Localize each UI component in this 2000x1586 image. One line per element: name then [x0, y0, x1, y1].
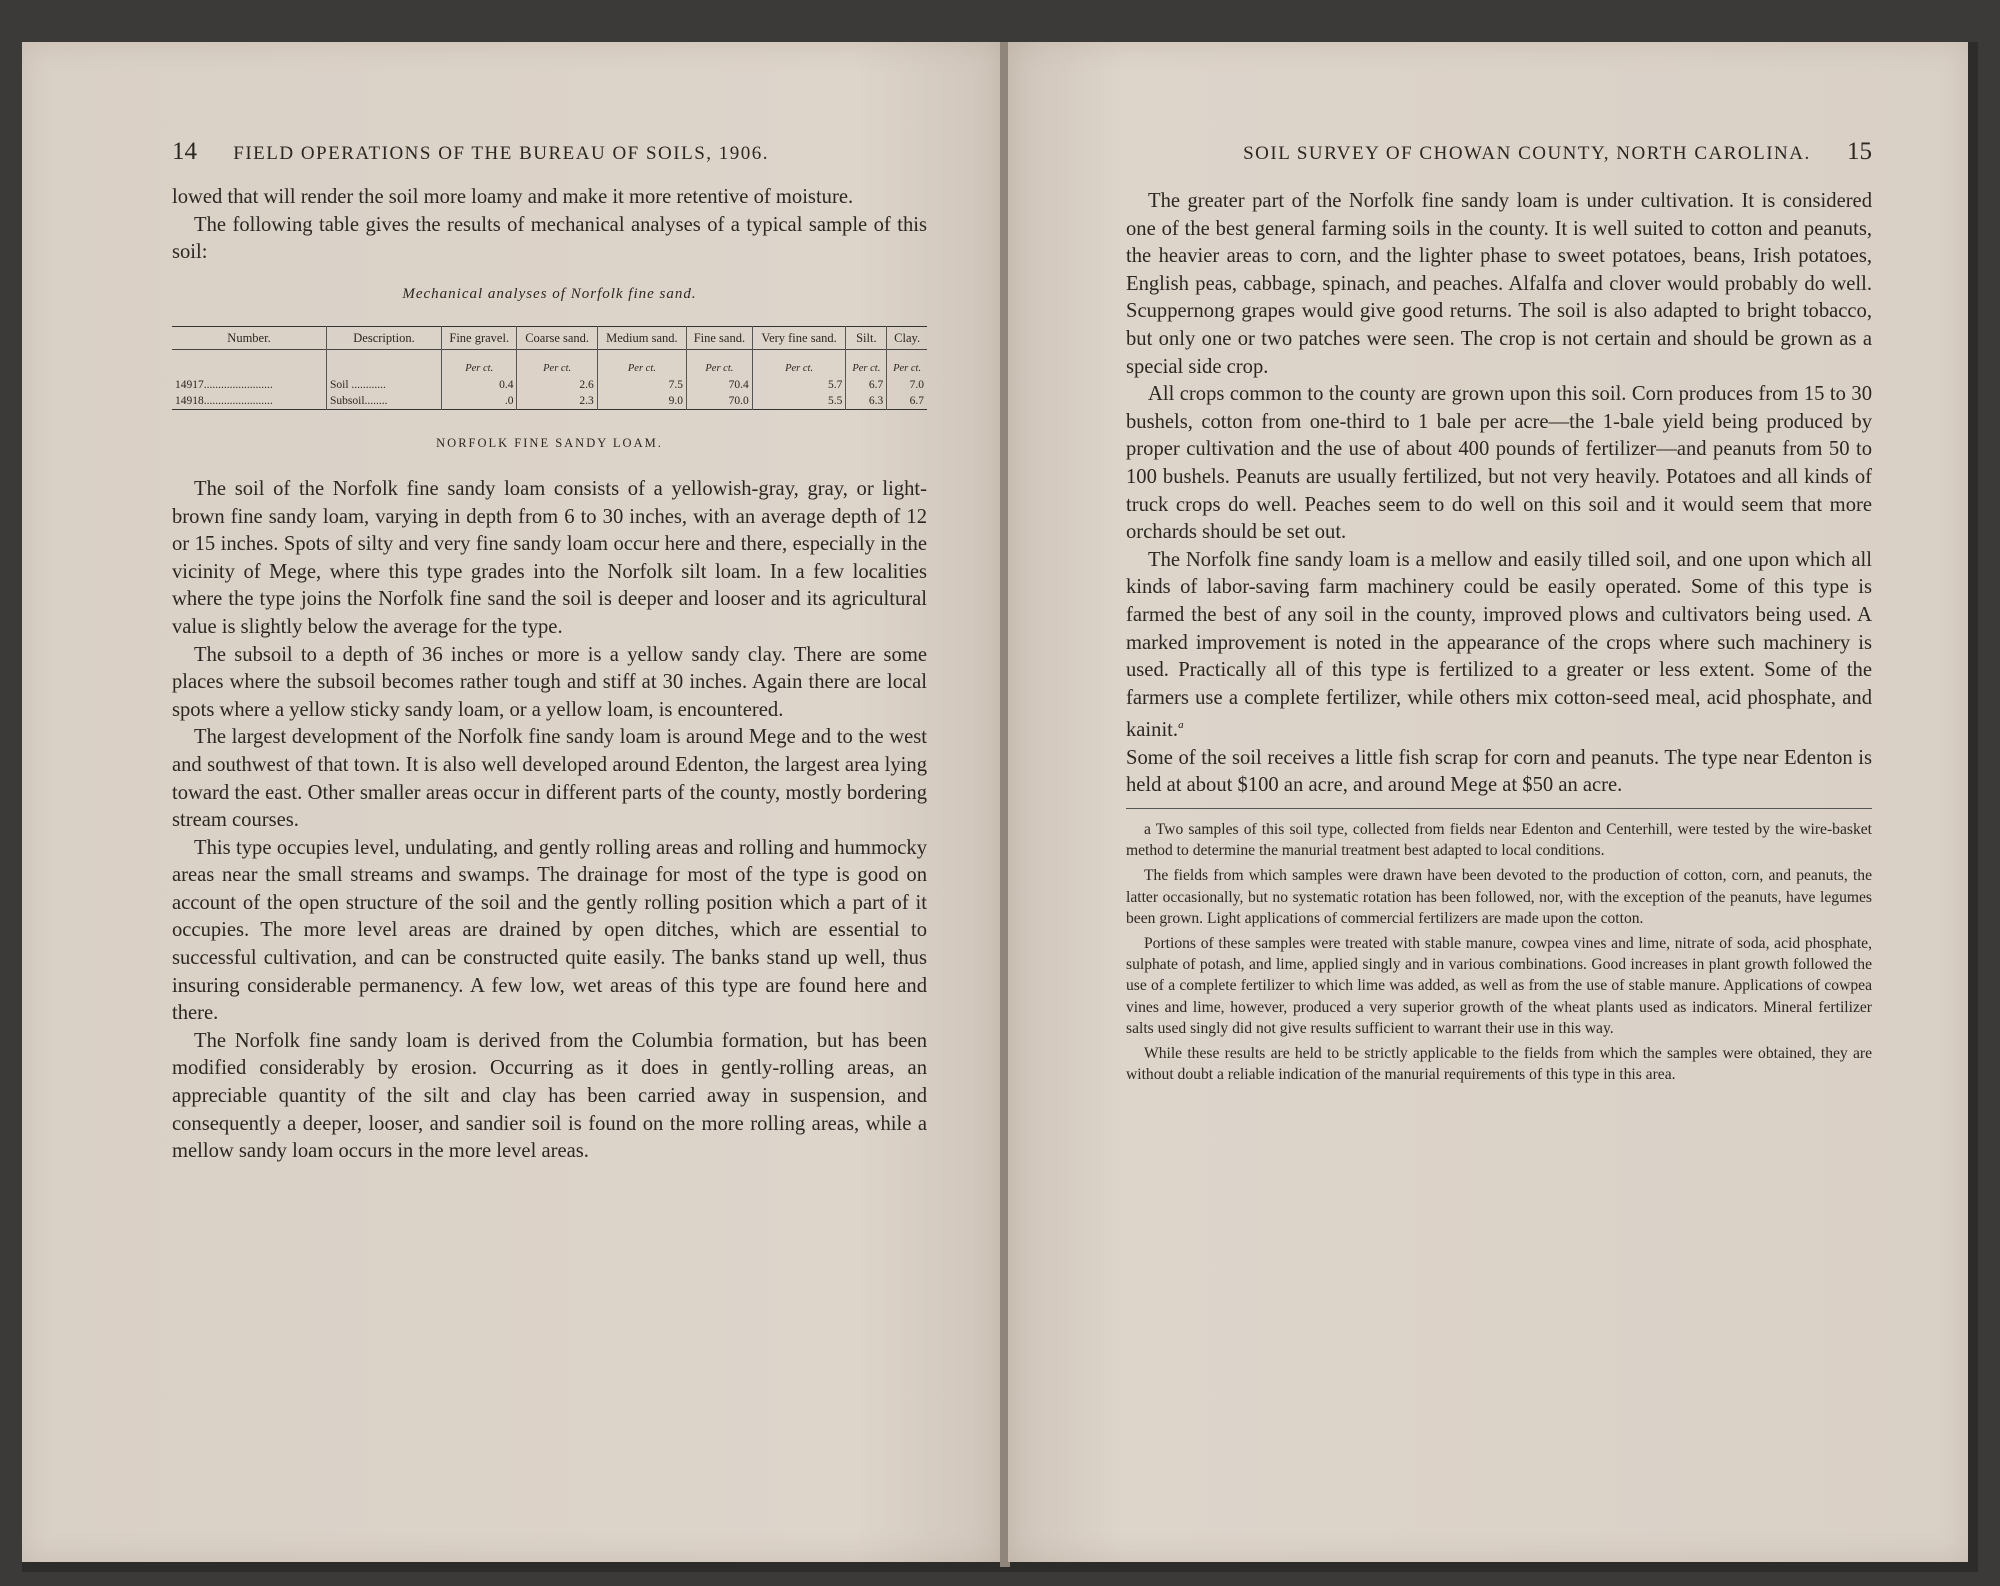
right-running-head: [1192, 138, 1872, 166]
body-paragraph: All crops common to the county are grown upon this soil. Corn produces from 15 to 30 bushels, cotton from one-third to 1 bale per acre—the 1-bale yield being produced by proper cultivation and the use of about 400 pounds of fertilizer—and peanuts from 50 to 100 bushels. Peanuts are usually fertilized, but not very heavily. Potatoes and all kinds of truck crops do well. Peaches seem to do well on this soil and it would seem that more orchards should be set out.: [1126, 383, 1872, 544]
footnote-divider: [1126, 808, 1872, 809]
table-row: [172, 393, 927, 410]
left-header-title: FIELD OPERATIONS OF THE BUREAU OF SOILS, 1906.: [233, 143, 770, 164]
body-paragraph: The Norfolk fine sandy loam is derived from the Columbia formation, but has been modified considerably by erosion. Occurring as it does in gently-rolling areas, an appreciable quantity of the silt and clay has been carried away in suspension, and consequently a deeper, looser, and sandier soil is found on the more rolling areas, while a mellow sandy loam occurs in the more level areas.: [172, 1029, 927, 1163]
table-cell: 14917........................: [175, 379, 273, 392]
body-paragraph: The soil of the Norfolk fine sandy loam consists of a yellowish-gray, gray, or light-brown fine sandy loam, varying in depth from 6 to 30 inches, with an average depth of 12 or 15 inches. Spots of silty and very fine sandy loam occur here and there, especially in the vicinity of Mege, where this type grades into the Norfolk silt loam. In a few localities where the type joins the Norfolk fine sand the soil is deeper and looser and its agricultural value is slightly below the average for the type.: [172, 477, 927, 638]
table-cell: 6.3: [846, 393, 887, 410]
page-number-right: 15: [1847, 138, 1872, 165]
page-number-left: 14: [172, 138, 197, 165]
left-running-head: [172, 138, 862, 166]
right-page: [1008, 42, 1968, 1562]
unit-cell: [327, 350, 442, 378]
table-cell: 7.5: [597, 377, 686, 393]
table-cell: 2.6: [517, 377, 597, 393]
right-header-title: SOIL SURVEY OF CHOWAN COUNTY, NORTH CAROLINA.: [1243, 143, 1811, 164]
table-cell: Soil ............: [327, 377, 442, 393]
mechanical-analysis-table: [172, 326, 927, 410]
table-cell: .0: [442, 393, 517, 410]
opening-paragraph: lowed that will render the soil more loamy and make it more retentive of moisture.: [172, 186, 854, 208]
table-cell: Subsoil........: [327, 393, 442, 410]
intro-paragraph: The following table gives the results of mechanical analyses of a typical sample of this soil:: [172, 213, 927, 264]
left-page: [22, 42, 1002, 1562]
body-paragraph: The greater part of the Norfolk fine sandy loam is under cultivation. It is considered one of the best general farming soils in the county. It is well suited to cotton and peanuts, the heavier areas to corn, and the lighter phase to sweet potatoes, beans, Irish potatoes, English peas, cabbage, spinach, and peaches. Alfalfa and clover would probably do well. Scuppernong grapes would give good returns. The soil is also adapted to bright tobacco, but only one or two patches were seen. The crop is not certain and should be grown as a special side crop.: [1126, 190, 1872, 378]
table-cell: 0.4: [442, 377, 517, 393]
footnote: The fields from which samples were drawn have been devoted to the production of cotton, corn, and peanuts, the latter occasionally, but no systematic rotation has been followed, nor, with the exception of the peanuts, have legumes been grown. Light applications of commercial fertilizers are made upon the cotton.: [1126, 867, 1872, 927]
footnote: While these results are held to be strictly applicable to the fields from which the samples were obtained, they are without doubt a reliable indication of the manurial requirements of this type in this area.: [1126, 1044, 1872, 1084]
table-cell: 14918........................: [175, 395, 273, 408]
right-text-column: [1126, 188, 1872, 1089]
table-cell: 9.0: [597, 393, 686, 410]
left-text-column: [172, 184, 927, 1166]
table-cell: 7.0: [887, 377, 927, 393]
body-paragraph: This type occupies level, undulating, and gently rolling areas and rolling and hummocky areas near the small streams and swamps. The drainage for most of the type is good on account of the open structure of the soil and the gently rolling position which a part of it occupies. The more level areas are drained by open ditches, which are essential to successful cultivation, and can be constructed quite easily. The banks stand up well, thus insuring considerable permanency. A few low, wet areas of this type are found here and there.: [172, 836, 927, 1025]
units-row: [172, 350, 927, 378]
table-cell: 70.0: [687, 393, 753, 410]
column-header: Fine sand.: [687, 327, 753, 350]
column-header: Medium sand.: [597, 327, 686, 350]
body-paragraph: The subsoil to a depth of 36 inches or more is a yellow sandy clay. There are some places where the subsoil becomes rather tough and stiff at 30 inches. Again there are local spots where a yellow sticky sandy loam, or a yellow loam, is encountered.: [172, 643, 927, 721]
column-header: Coarse sand.: [517, 327, 597, 350]
table-cell: 6.7: [846, 377, 887, 393]
table-cell: 70.4: [687, 377, 753, 393]
open-book: [22, 42, 1978, 1572]
body-paragraph: Some of the soil receives a little fish scrap for corn and peanuts. The type near Edenton is held at about $100 an acre, and around Mege at $50 an acre.: [1126, 746, 1872, 797]
body-paragraph: [1126, 547, 1872, 745]
unit-cell: Per ct.: [687, 350, 753, 378]
table-cell: 6.7: [887, 393, 927, 410]
paragraph-text: The Norfolk fine sandy loam is a mellow and easily tilled soil, and one upon which all kinds of labor-saving farm machinery could be easily operated. Some of this type is farmed the best of any soil in the county, improved plows and cultivators being used. A marked improvement is noted in the appearance of the crops where such machinery is used. Practically all of this type is fertilized to a greater or less extent. Some of the farmers use a complete fertilizer, while others mix cotton-seed meal, acid phosphate, and kainit.: [1126, 548, 1872, 742]
table-cell: 2.3: [517, 393, 597, 410]
table-cell: 5.5: [752, 393, 846, 410]
column-header: Fine gravel.: [442, 327, 517, 350]
unit-cell: [172, 350, 327, 378]
section-heading: NORFOLK FINE SANDY LOAM.: [436, 436, 663, 451]
body-paragraph: The largest development of the Norfolk fine sandy loam is around Mege and to the west and southwest of that town. It is also well developed around Edenton, the largest area lying toward the east. Other smaller areas occur in different parts of the county, mostly bordering stream courses.: [172, 726, 927, 832]
unit-cell: Per ct.: [597, 350, 686, 378]
column-header: Number.: [227, 331, 271, 346]
unit-cell: Per ct.: [846, 350, 887, 378]
column-header: Description.: [327, 327, 442, 350]
unit-cell: Per ct.: [517, 350, 597, 378]
table-caption: Mechanical analyses of Norfolk fine sand.: [402, 285, 697, 302]
unit-cell: Per ct.: [752, 350, 846, 378]
column-header: Clay.: [887, 327, 927, 350]
footnote-reference: a: [1178, 719, 1184, 732]
column-header: Silt.: [846, 327, 887, 350]
footnote: a Two samples of this soil type, collected from fields near Edenton and Centerhill, were tested by the wire-basket method to determine the manurial treatment best adapted to local conditions.: [1126, 820, 1872, 860]
footnotes: [1126, 819, 1872, 1085]
table-header-row: [172, 327, 927, 350]
footnote: Portions of these samples were treated with stable manure, cowpea vines and lime, nitrate of soda, acid phosphate, sulphate of potash, and lime, applied singly and in various combinations. Good increases in plant growth followed the use of a complete fertilizer to which lime was added, as well as from the use of stable manure. Applications of cowpea vines and lime, however, produced a very superior growth of the wheat plants used as indicators. Mineral fertilizer salts used singly did not give results sufficient to warrant their use in this way.: [1126, 934, 1872, 1037]
table-cell: 5.7: [752, 377, 846, 393]
unit-cell: Per ct.: [887, 350, 927, 378]
table-row: [172, 377, 927, 393]
unit-cell: Per ct.: [442, 350, 517, 378]
column-header: Very fine sand.: [752, 327, 846, 350]
